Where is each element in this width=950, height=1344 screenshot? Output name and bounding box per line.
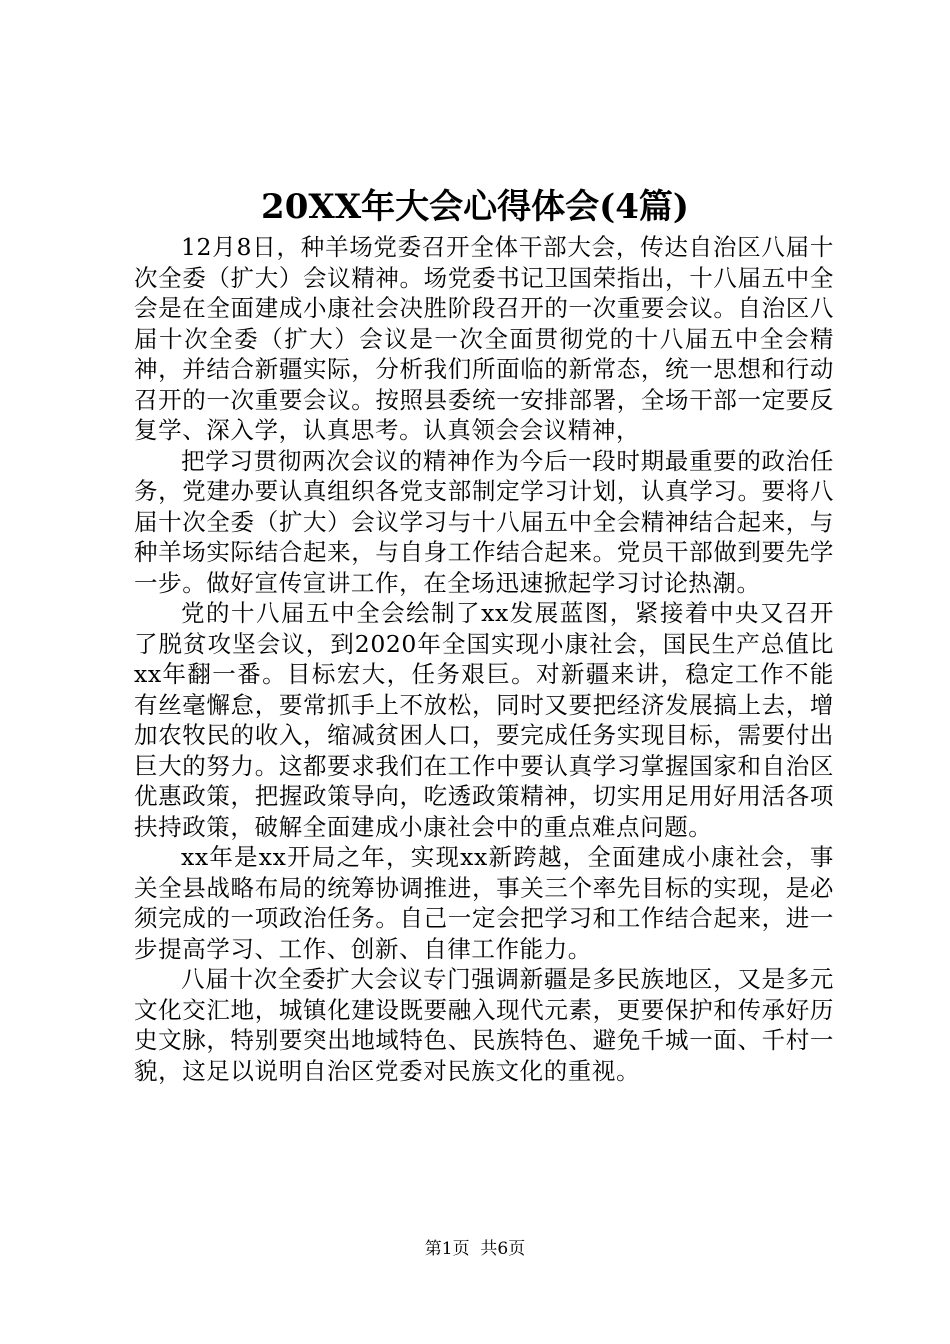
paragraph-4: xx年是xx开局之年，实现xx新跨越，全面建成小康社会，事关全县战略布局的统筹协调推进，事关三个率先目标的实现，是必须完成的一项政治任务。自己一定会把学习和工作结合起来，进一步提高学习、工作、创新、自律工作能力。 — [134, 843, 834, 963]
page-footer: 第1页 共6页 — [424, 1239, 526, 1259]
document-title: 20XX年大会心得体会(4篇) — [261, 187, 689, 227]
paragraph-5: 八届十次全委扩大会议专门强调新疆是多民族地区，又是多元文化交汇地，城镇化建设既要融入现代元素，更要保护和传承好历史文脉，特别要突出地域特色、民族特色、避免千城一面、千村一貌，这足以说明自治区党委对民族文化的重视。 — [134, 965, 834, 1085]
paragraph-2: 把学习贯彻两次会议的精神作为今后一段时期最重要的政治任务，党建办要认真组织各党支部制定学习计划，认真学习。要将八届十次全委（扩大）会议学习与十八届五中全会精神结合起来，与种羊场实际结合起来，与自身工作结合起来。党员干部做到要先学一步。做好宣传宣讲工作，在全场迅速掀起学习讨论热潮。 — [134, 446, 834, 597]
paragraph-3: 党的十八届五中全会绘制了xx发展蓝图，紧接着中央又召开了脱贫攻坚会议，到2020年全国实现小康社会，国民生产总值比xx年翻一番。目标宏大，任务艰巨。对新疆来讲，稳定工作不能有丝毫懈怠，要常抓手上不放松，同时又要把经济发展搞上去，增加农牧民的收入，缩减贫困人口，要完成任务实现目标，需要付出巨大的努力。这都要求我们在工作中要认真学习掌握国家和自治区优惠政策，把握政策导向，吃透政策精神，切实用足用好用活各项扶持政策，破解全面建成小康社会中的重点难点问题。 — [134, 599, 834, 841]
document-body — [134, 232, 834, 1086]
paragraph-1: 12月8日，种羊场党委召开全体干部大会，传达自治区八届十次全委（扩大）会议精神。场党委书记卫国荣指出，十八届五中全会是在全面建成小康社会决胜阶段召开的一次重要会议。自治区八届十次全委（扩大）会议是一次全面贯彻党的十八届五中全会精神，并结合新疆实际，分析我们所面临的新常态，统一思想和行动召开的一次重要会议。按照县委统一安排部署，全场干部一定要反复学、深入学，认真思考。认真领会会议精神， — [134, 233, 834, 444]
